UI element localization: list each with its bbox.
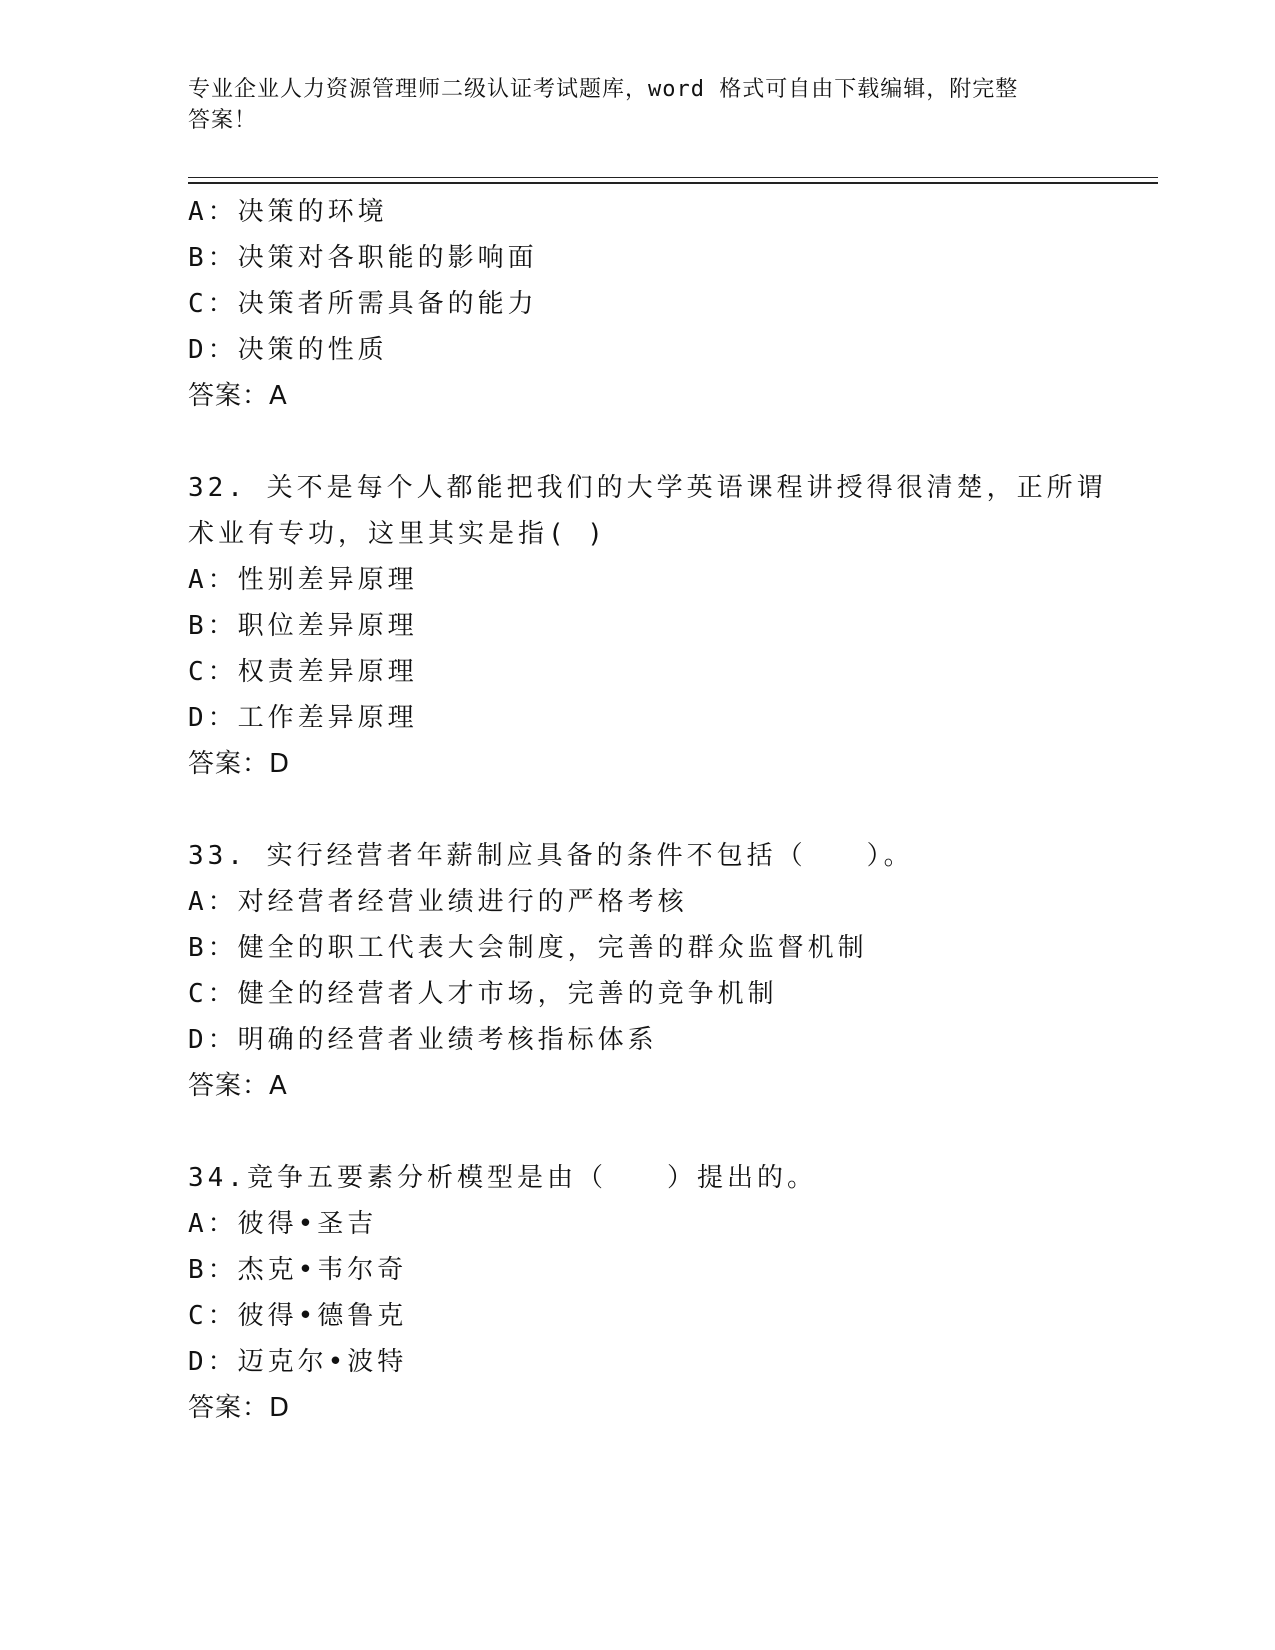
option-d: D：工作差异原理 <box>188 703 418 733</box>
option-a: A：彼得•圣吉 <box>188 1209 378 1239</box>
question-block <box>188 1155 1088 1431</box>
answer-line: 答案：D <box>188 1393 291 1423</box>
option-a: A：决策的环境 <box>188 197 388 227</box>
header-line-1: 专业企业人力资源管理师二级认证考试题库，word 格式可自由下载编辑，附完整 <box>188 77 1019 102</box>
option-a: A：对经营者经营业绩进行的严格考核 <box>188 887 688 917</box>
option-d: D：明确的经营者业绩考核指标体系 <box>188 1025 658 1055</box>
header-divider-thin <box>188 177 1158 178</box>
option-b: B：职位差异原理 <box>188 611 418 641</box>
option-c: C：健全的经营者人才市场，完善的竞争机制 <box>188 979 778 1009</box>
option-c: C：决策者所需具备的能力 <box>188 289 538 319</box>
header-divider-thick <box>188 182 1158 184</box>
option-a: A：性别差异原理 <box>188 565 418 595</box>
answer-line: 答案：A <box>188 1071 288 1101</box>
option-d: D：决策的性质 <box>188 335 388 365</box>
option-d: D：迈克尔•波特 <box>188 1347 408 1377</box>
question-stem: 术业有专功，这里其实是指( ) <box>188 519 607 549</box>
question-stem: 33. 实行经营者年薪制应具备的条件不包括（ ）。 <box>188 841 914 871</box>
question-stem: 32. 关不是每个人都能把我们的大学英语课程讲授得很清楚，正所谓 <box>188 473 1107 503</box>
question-list <box>188 189 1107 1431</box>
question-block <box>188 833 1088 1109</box>
option-b: B：健全的职工代表大会制度，完善的群众监督机制 <box>188 933 868 963</box>
option-c: C：权责差异原理 <box>188 657 418 687</box>
question-block <box>188 189 1088 419</box>
answer-line: 答案：D <box>188 749 291 779</box>
question-block <box>188 465 1107 787</box>
page-header <box>188 74 1078 136</box>
header-line-2: 答案！ <box>188 108 258 133</box>
option-c: C：彼得•德鲁克 <box>188 1301 408 1331</box>
option-b: B：决策对各职能的影响面 <box>188 243 538 273</box>
answer-line: 答案：A <box>188 381 288 411</box>
option-b: B：杰克•韦尔奇 <box>188 1255 408 1285</box>
question-stem: 34.竞争五要素分析模型是由（ ）提出的。 <box>188 1163 817 1193</box>
